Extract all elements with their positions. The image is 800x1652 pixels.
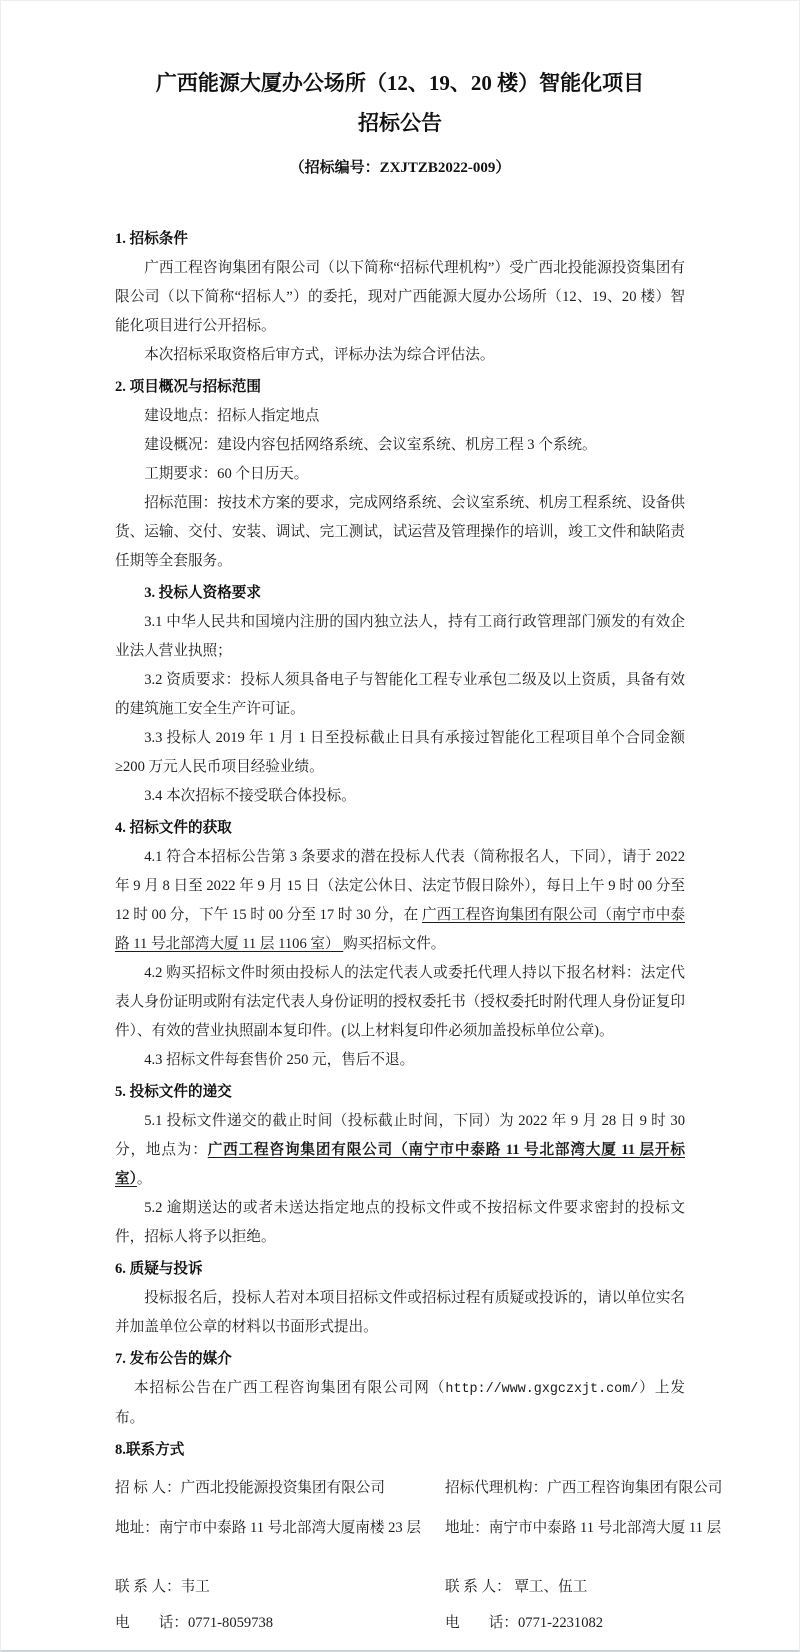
section-3-item-2: 3.2 资质要求：投标人须具备电子与智能化工程专业承包二级及以上资质，具备有效的建筑施工安全生产许可证。 (115, 672, 685, 717)
document-purchase-location: 广西工程咨询集团有限公司（南宁市中泰路 11 号北部湾大厦 11 层 1106 室） (115, 907, 685, 952)
section-4-item-3: 4.3 招标文件每套售价 250 元，售后不退。 (144, 1052, 415, 1068)
section-3-item-1: 3.1 中华人民共和国境内注册的国内独立法人，持有工商行政管理部门颁发的有效企业法人营业执照； (115, 614, 685, 659)
agency-name: 招标代理机构：广西工程咨询集团有限公司 (445, 1480, 723, 1496)
section-2-tender-scope: 招标范围：按技术方案的要求，完成网络系统、会议室系统、机房工程系统、设备供货、运输、交付、安装、调试、完工测试，试运营及管理操作的培训，竣工文件和缺陷责任期等全套服务。 (115, 495, 685, 569)
contact-section (115, 1474, 723, 1638)
section-7-text-after-url: ）上发布。 (115, 1380, 685, 1426)
section-4-item-1-text: 4.1 符合本招标公告第 3 条要求的潜在投标人代表（简称报名人，下同），请于 2022 年 9 月 8 日至 2022 年 9 月 15 日（法定公休日、法定节假日除外），每日上午 9 时 00 分至 12 时 00 分，下午 15 时 00 分至 17 时 30 分，在 (115, 849, 685, 923)
announcement-website-url: http://www.gxgczxjt.com/ (445, 1382, 639, 1397)
section-4-heading: 4. 招标文件的获取 (115, 820, 232, 836)
section-5-item-1-tail: 。 (136, 1171, 152, 1187)
section-1-heading: 1. 招标条件 (115, 231, 188, 247)
tenderer-name: 招 标 人：广西北投能源投资集团有限公司 (115, 1480, 385, 1496)
document-title-line1: 广西能源大厦办公场所（12、19、20 楼）智能化项目 (155, 71, 645, 95)
document-title-line2: 招标公告 (358, 111, 442, 135)
contact-row-phones (115, 1609, 685, 1638)
tender-number: （招标编号：ZXJTZB2022-009） (289, 160, 511, 176)
section-7-paragraph-1 (115, 1374, 685, 1433)
section-5-heading: 5. 投标文件的递交 (115, 1084, 232, 1100)
agency-address: 地址：南宁市中泰路 11 号北部湾大厦 11 层 (445, 1520, 722, 1536)
document-body (115, 225, 723, 1638)
agency-contact-person: 联 系 人： 覃工、伍工 (445, 1579, 588, 1595)
section-4-item-1-tail: 购买招标文件。 (343, 936, 446, 952)
section-1-paragraph-1: 广西工程咨询集团有限公司（以下简称“招标代理机构”）受广西北投能源投资集团有限公司（以下简称“招标人”）的委托，现对广西能源大厦办公场所（12、19、20 楼）智能化项目进行公开招标。 (115, 260, 685, 334)
tenderer-contact-person: 联 系 人：韦工 (115, 1579, 210, 1595)
section-2-heading: 2. 项目概况与招标范围 (115, 379, 261, 395)
section-5-item-2: 5.2 逾期送达的或者未送达指定地点的投标文件或不按招标文件要求密封的投标文件，招标人将予以拒绝。 (115, 1200, 685, 1245)
document-content (1, 1, 799, 1638)
section-4-item-1 (115, 843, 685, 959)
section-5-item-1 (115, 1107, 685, 1194)
contact-row-addresses (115, 1514, 722, 1543)
section-2-duration-requirement: 工期要求：60 个日历天。 (144, 466, 309, 482)
tenderer-phone: 电 话：0771-8059738 (115, 1615, 274, 1631)
section-3-item-4: 3.4 本次招标不接受联合体投标。 (144, 788, 356, 804)
section-2-construction-overview: 建设概况：建设内容包括网络系统、会议室系统、机房工程 3 个系统。 (144, 437, 597, 453)
section-8-heading: 8.联系方式 (115, 1442, 185, 1458)
section-6-heading: 6. 质疑与投诉 (115, 1261, 203, 1277)
agency-phone: 电 话：0771-2231082 (445, 1615, 604, 1631)
bid-submission-location: 广西工程咨询集团有限公司（南宁市中泰路 11 号北部湾大厦 11 层开标室） (115, 1142, 685, 1187)
contact-row-names (115, 1474, 723, 1503)
section-7-heading: 7. 发布公告的媒介 (115, 1351, 232, 1367)
section-7-text-before-url: 本招标公告在广西工程咨询集团有限公司网（ (133, 1380, 446, 1396)
section-1-paragraph-2: 本次招标采取资格后审方式，评标办法为综合评估法。 (144, 347, 495, 363)
section-5-item-1-text: 5.1 投标文件递交的截止时间（投标截止时间，下同）为 2022 年 9 月 28 日 9 时 30 分，地点为： (115, 1113, 685, 1158)
section-4-item-2: 4.2 购买招标文件时须由投标人的法定代表人或委托代理人持以下报名材料：法定代表人身份证明或附有法定代表人身份证明的授权委托书（授权委托时附代理人身份证复印件）、有效的营业执照副本复印件。(以上材料复印件必须加盖投标单位公章)。 (115, 965, 685, 1039)
section-3-heading: 3. 投标人资格要求 (144, 585, 261, 601)
section-2-construction-site: 建设地点：招标人指定地点 (144, 408, 320, 424)
tenderer-address: 地址：南宁市中泰路 11 号北部湾大厦南楼 23 层 (115, 1520, 421, 1536)
section-3-item-3: 3.3 投标人 2019 年 1 月 1 日至投标截止日具有承接过智能化工程项目单个合同金额≥200 万元人民币项目经验业绩。 (115, 730, 685, 775)
contact-row-persons (115, 1573, 685, 1602)
section-6-paragraph-1: 投标报名后，投标人若对本项目招标文件或招标过程有质疑或投诉的，请以单位实名并加盖单位公章的材料以书面形式提出。 (115, 1290, 685, 1335)
